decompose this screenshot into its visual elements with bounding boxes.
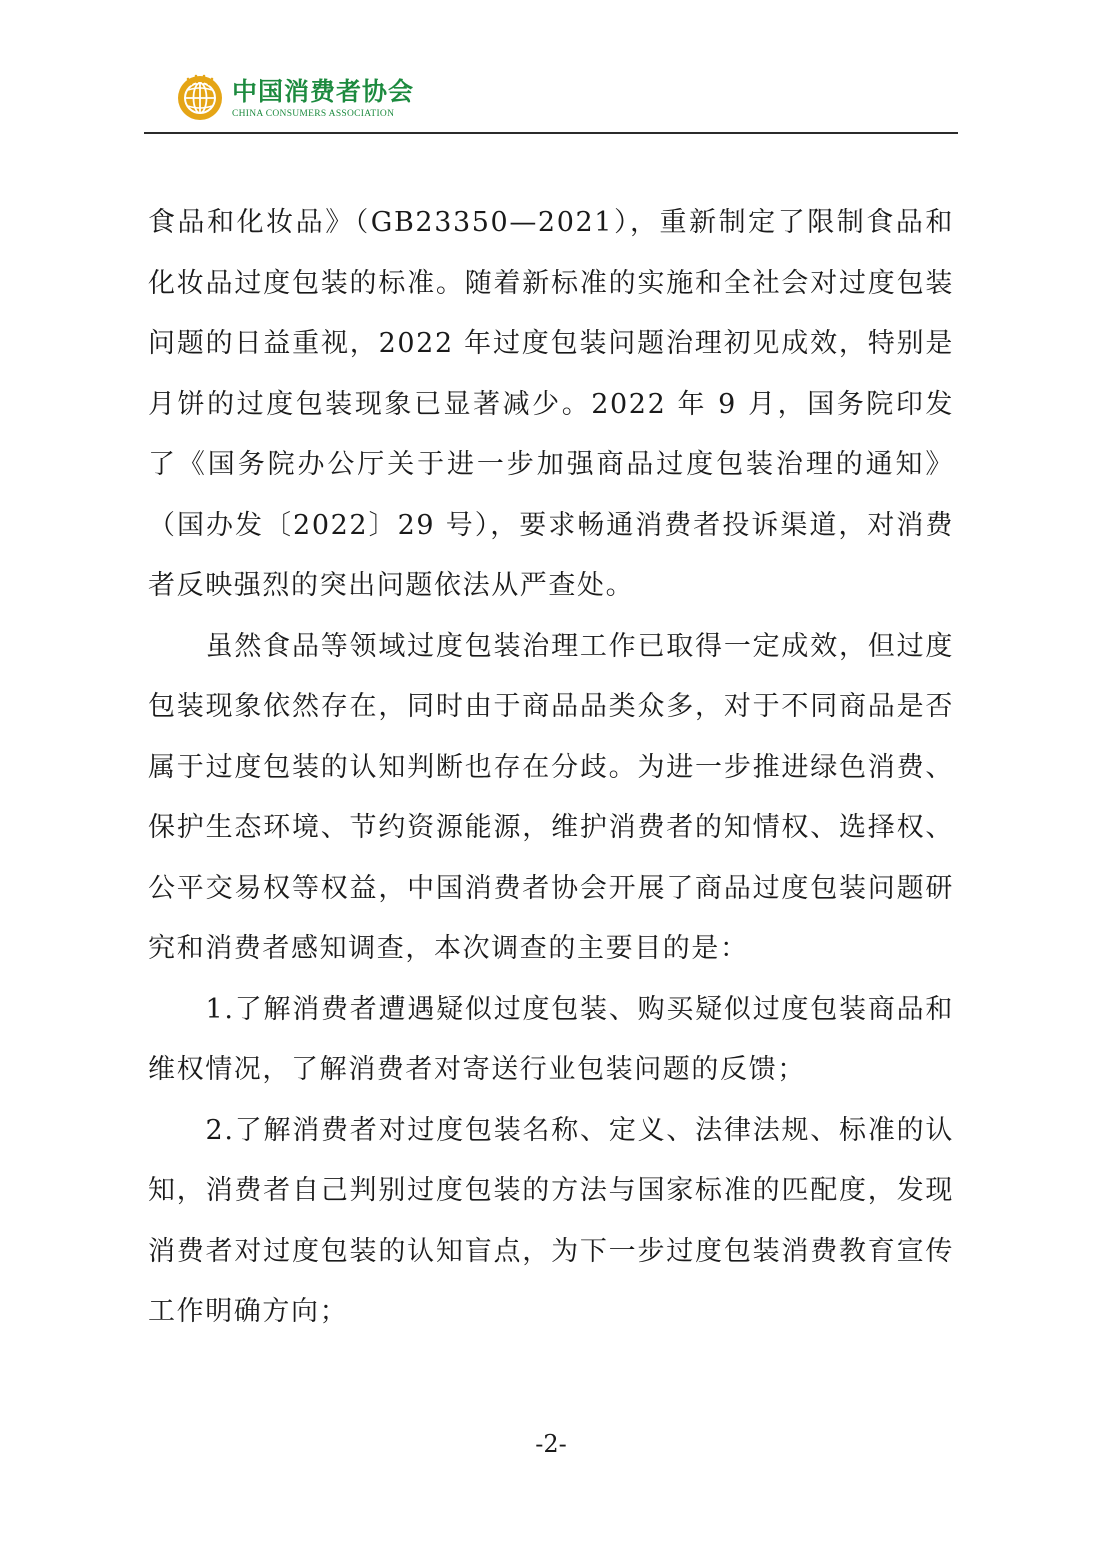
document-body <box>148 193 954 1343</box>
org-name-en: CHINA CONSUMERS ASSOCIATION <box>232 108 395 119</box>
cca-globe-logo-icon <box>176 74 224 122</box>
page-header <box>176 74 414 122</box>
body-paragraph: 食品和化妆品》（GB23350—2021），重新制定了限制食品和化妆品过度包装的标准。随着新标准的实施和全社会对过度包装问题的日益重视，2022 年过度包装问题治理初见成效，特别是月饼的过度包装现象已显著减少。2022 年 9 月，国务院印发了《国务院办公厅关于进一步加强商品过度包装治理的通知》（国办发〔2022〕29 号），要求畅通消费者投诉渠道，对消费者反映强烈的突出问题依法从严查处。 <box>148 207 954 601</box>
list-item-2: 2.了解消费者对过度包装名称、定义、法律法规、标准的认知，消费者自己判别过度包装的方法与国家标准的匹配度，发现消费者对过度包装的认知盲点，为下一步过度包装消费教育宣传工作明确方向； <box>148 1114 954 1327</box>
body-paragraph: 虽然食品等领域过度包装治理工作已取得一定成效，但过度包装现象依然存在，同时由于商品品类众多，对于不同商品是否属于过度包装的认知判断也存在分歧。为进一步推进绿色消费、保护生态环境、节约资源能源，维护消费者的知情权、选择权、公平交易权等权益，中国消费者协会开展了商品过度包装问题研究和消费者感知调查，本次调查的主要目的是： <box>148 630 954 964</box>
list-item-1: 1.了解消费者遭遇疑似过度包装、购买疑似过度包装商品和维权情况，了解消费者对寄送行业包装问题的反馈； <box>148 993 954 1085</box>
org-name-block <box>232 77 414 120</box>
page-number: -2- <box>535 1430 567 1458</box>
org-name-cn: 中国消费者协会 <box>232 76 415 106</box>
header-divider <box>144 132 958 134</box>
